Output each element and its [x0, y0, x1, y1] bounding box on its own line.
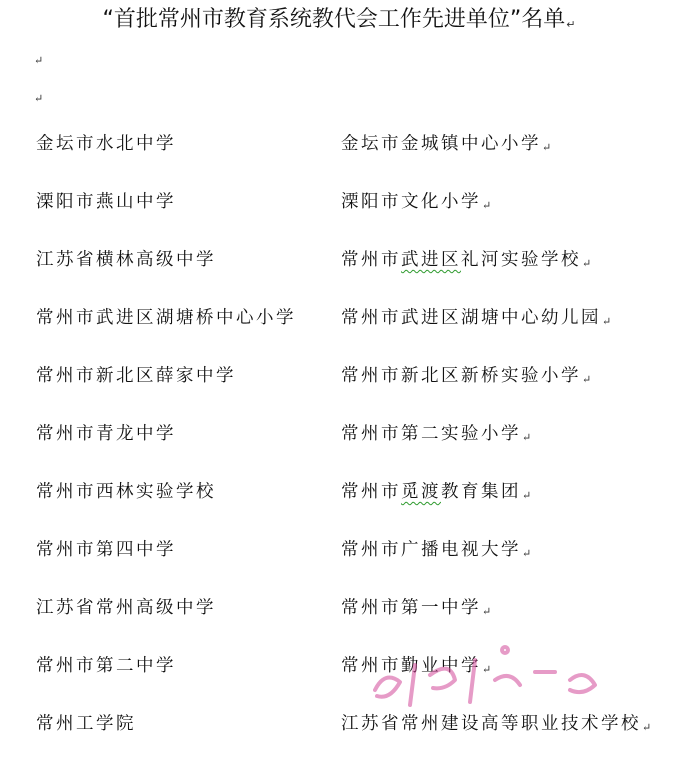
unit-name-text: 江苏省横林高级中学 — [36, 250, 216, 270]
unit-name-left — [36, 654, 176, 678]
unit-name-left — [36, 480, 216, 504]
list-row — [0, 234, 678, 292]
unit-name-text: 常州市 — [341, 482, 401, 502]
unit-name-right — [341, 596, 494, 624]
unit-name-text: 溧阳市文化小学 — [341, 192, 481, 212]
list-row — [0, 176, 678, 234]
unit-name-text: 常州市广播电视大学 — [341, 540, 521, 560]
unit-name-left — [36, 712, 136, 736]
unit-name-left — [36, 422, 176, 446]
unit-name-text: 常州市武进区湖塘桥中心小学 — [36, 308, 296, 328]
unit-name-text: 常州市青龙中学 — [36, 424, 176, 444]
paragraph-mark-icon: ↵ — [522, 489, 534, 502]
unit-name-right — [341, 306, 614, 334]
unit-name-text: 常州市 — [341, 250, 401, 270]
list-row — [0, 582, 678, 640]
unit-name-right — [341, 248, 594, 276]
empty-paragraph-mark-icon: ↵ — [34, 92, 44, 105]
unit-list — [0, 118, 678, 756]
unit-name-text: 金坛市水北中学 — [36, 134, 176, 154]
list-row — [0, 350, 678, 408]
unit-name-text: 常州市新北区薛家中学 — [36, 366, 236, 386]
paragraph-mark-icon: ↵ — [482, 605, 494, 618]
unit-name-left — [36, 364, 236, 388]
unit-name-text: 常州市第二中学 — [36, 656, 176, 676]
unit-name-right — [341, 422, 534, 450]
unit-name-text: 溧阳市燕山中学 — [36, 192, 176, 212]
list-row — [0, 118, 678, 176]
unit-name-text: 常州市新北区新桥实验小学 — [341, 366, 581, 386]
unit-name-right — [341, 538, 534, 566]
paragraph-mark-icon: ↵ — [566, 18, 576, 31]
unit-name-text: 常州市西林实验学校 — [36, 482, 216, 502]
unit-name-left — [36, 306, 296, 330]
paragraph-mark-icon: ↵ — [522, 547, 534, 560]
unit-name-right — [341, 364, 594, 392]
unit-name-left — [36, 190, 176, 214]
list-row — [0, 698, 678, 756]
list-row — [0, 640, 678, 698]
paragraph-mark-icon: ↵ — [482, 663, 494, 676]
unit-name-text: 江苏省常州建设高等职业技术学校 — [341, 714, 641, 734]
paragraph-mark-icon: ↵ — [522, 431, 534, 444]
paragraph-mark-icon: ↵ — [582, 257, 594, 270]
list-row — [0, 466, 678, 524]
list-row — [0, 524, 678, 582]
unit-name-text: 常州市第四中学 — [36, 540, 176, 560]
unit-name-text: 常州市勤业中学 — [341, 656, 481, 676]
unit-name-left — [36, 538, 176, 562]
unit-name-text: 江苏省常州高级中学 — [36, 598, 216, 618]
unit-name-text: 教育集团 — [441, 482, 521, 502]
list-row — [0, 292, 678, 350]
spellcheck-underlined-text: 武进区 — [401, 250, 461, 270]
unit-name-left — [36, 596, 216, 620]
unit-name-left — [36, 248, 216, 272]
unit-name-right — [341, 190, 494, 218]
unit-name-text: 常州市武进区湖塘中心幼儿园 — [341, 308, 601, 328]
unit-name-left — [36, 132, 176, 156]
unit-name-right — [341, 480, 534, 508]
paragraph-mark-icon: ↵ — [482, 199, 494, 212]
unit-name-text: 常州工学院 — [36, 714, 136, 734]
unit-name-text: 礼河实验学校 — [461, 250, 581, 270]
paragraph-mark-icon: ↵ — [602, 315, 614, 328]
unit-name-text: 金坛市金城镇中心小学 — [341, 134, 541, 154]
unit-name-text: 常州市第二实验小学 — [341, 424, 521, 444]
paragraph-mark-icon: ↵ — [542, 141, 554, 154]
unit-name-right — [341, 712, 654, 740]
list-row — [0, 408, 678, 466]
paragraph-mark-icon: ↵ — [642, 721, 654, 734]
unit-name-text: 常州市第一中学 — [341, 598, 481, 618]
document-title-text: “首批常州市教育系统教代会工作先进单位”名单 — [102, 7, 566, 32]
unit-name-right — [341, 654, 494, 682]
spellcheck-underlined-text: 觅渡 — [401, 482, 441, 502]
document-title — [0, 3, 678, 42]
paragraph-mark-icon: ↵ — [582, 373, 594, 386]
empty-paragraph-mark-icon: ↵ — [34, 54, 44, 67]
unit-name-right — [341, 132, 554, 160]
